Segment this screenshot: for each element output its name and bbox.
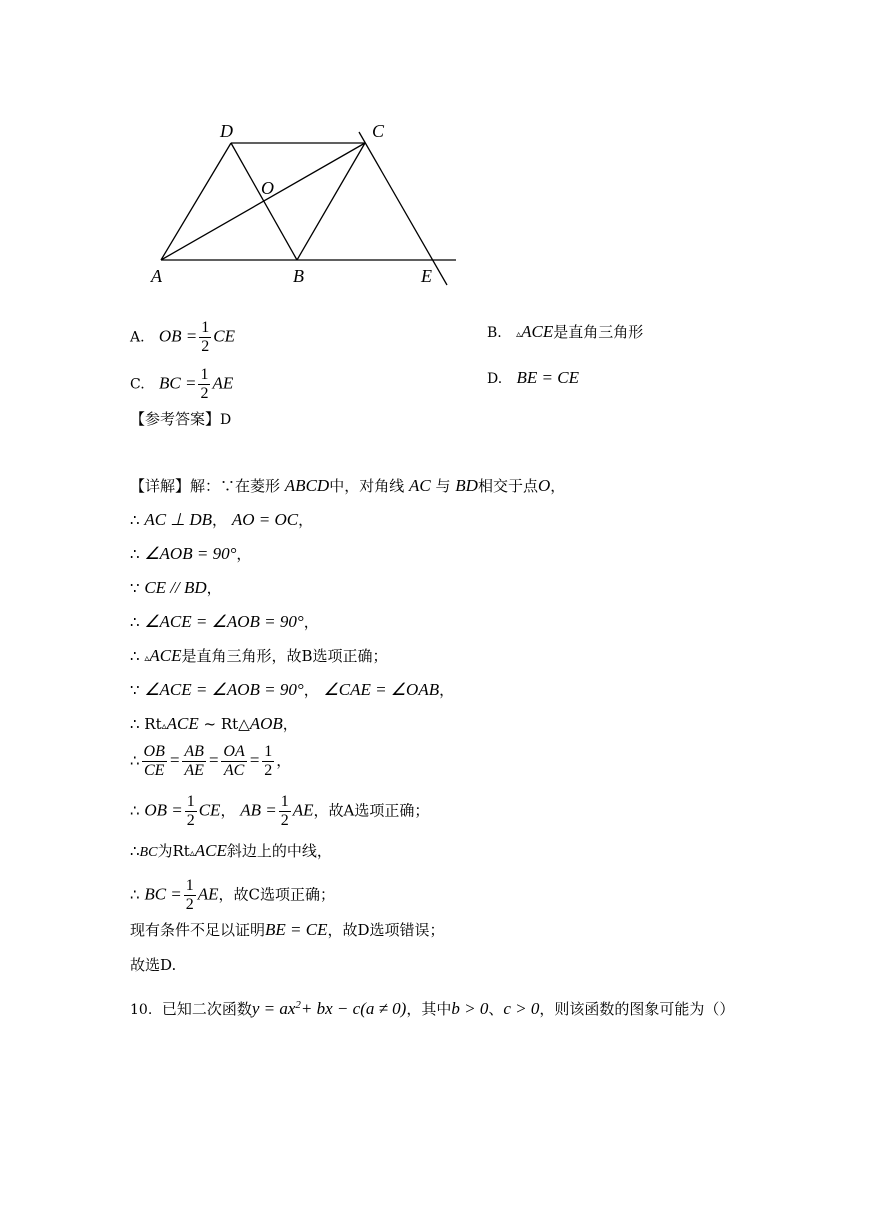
solution-line-12: ∴ BC = $\frac{1}{2}$ AE，故C选项正确； (130, 877, 336, 913)
solution-line-10: ∴ OB = $\frac{1}{2}$ CE， AB = $\frac{1}{2}$ AE，故A选项正确； (130, 793, 430, 829)
solution-line-11: ∴BC为Rt▵ACE斜边上的中线， (130, 841, 332, 860)
question-10: 10. 已知二次函数$y = ax^2+$ bx − c(a ≠ 0)，其中b > 0、c > 0，则该函数的图象可能为（） (130, 999, 735, 1018)
label-d: D (220, 121, 233, 141)
triangle-icon: ▵ (144, 653, 150, 664)
option-c: C. BC = $\frac{1}{2}$ AE (130, 366, 234, 402)
segment-ac (161, 143, 365, 260)
solution-line-9: ∴ $\frac{OB}{CE}$ = $\frac{AB}{AE}$ = $\frac{OA}{AC}$ = $\frac{1}{2}$ ， (130, 743, 292, 779)
solution-line-8: ∴ Rt▵ACE ~ Rt△AOB， (130, 714, 298, 733)
solution-line-13: 现有条件不足以证明BE = CE，故D选项错误； (130, 920, 445, 939)
solution-line-7: ∵ ∠ACE = ∠AOB = 90°， ∠CAE = ∠OAB， (130, 680, 455, 699)
solution-line-4: ∵ CE // BD， (130, 578, 222, 597)
label-e: E (421, 266, 432, 286)
solution-line-5: ∴ ∠ACE = ∠AOB = 90°， (130, 612, 319, 631)
triangle-icon: ▵ (516, 329, 522, 340)
reference-answer: 【参考答案】D (130, 410, 232, 428)
option-d: D. BE = CE (487, 368, 579, 387)
rhombus-figure (140, 110, 470, 295)
option-b: B. ▵ACE是直角三角形 (487, 322, 644, 341)
label-b: B (293, 266, 304, 286)
segment-bc (297, 143, 365, 260)
triangle-icon: ▵ (161, 721, 167, 732)
option-a: A. OB = $\frac{1}{2}$ CE (130, 319, 235, 355)
solution-line-1: 【详解】解：∵在菱形 ABCD中，对角线 AC 与 BD相交于点O， (130, 476, 566, 495)
label-c: C (372, 121, 385, 141)
label-a: A (151, 266, 162, 286)
segment-da (161, 143, 231, 260)
solution-line-3: ∴ ∠AOB = 90°， (130, 544, 252, 563)
label-o: O (261, 178, 274, 198)
solution-line-6: ∴ ▵ACE是直角三角形，故B选项正确； (130, 646, 388, 665)
solution-line-2: ∴ AC ⊥ DB， AO = OC， (130, 510, 314, 529)
solution-line-14: 故选D. (130, 956, 177, 974)
triangle-icon: ▵ (189, 848, 195, 859)
line-ce (359, 132, 447, 285)
